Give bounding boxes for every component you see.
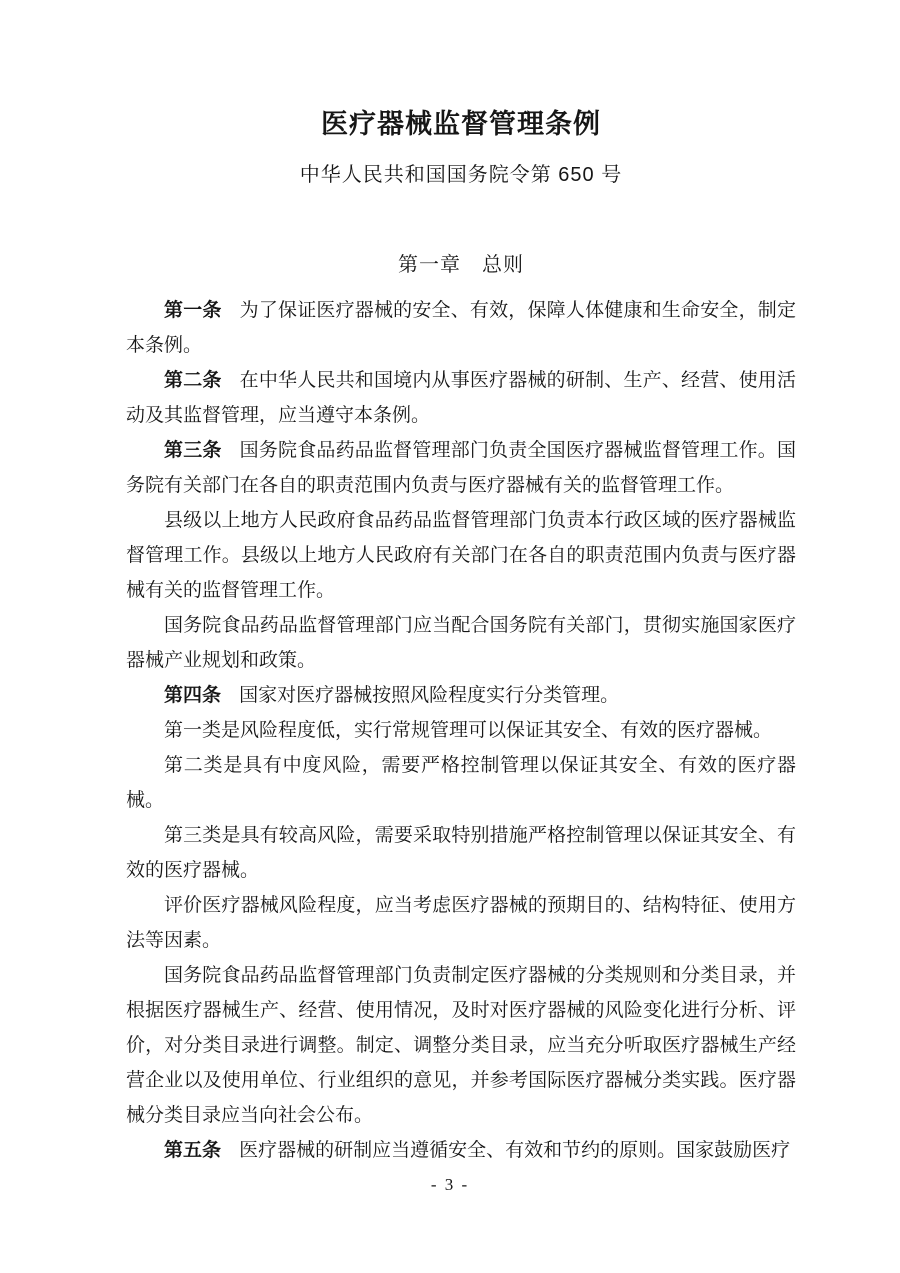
- paragraph-text: 医疗器械的研制应当遵循安全、有效和节约的原则。国家鼓励医疗: [239, 1140, 791, 1161]
- paragraph-text: 评价医疗器械风险程度，应当考虑医疗器械的预期目的、结构特征、使用方法等因素。: [126, 895, 796, 951]
- article-number: 第一条: [164, 300, 222, 321]
- document-body: [126, 293, 796, 1168]
- body-paragraph: [126, 888, 796, 958]
- body-paragraph: [126, 818, 796, 888]
- body-paragraph: [126, 503, 796, 608]
- paragraph-text: 为了保证医疗器械的安全、有效，保障人体健康和生命安全，制定本条例。: [126, 300, 796, 356]
- article-number: 第五条: [164, 1140, 222, 1161]
- paragraph-text: 国务院食品药品监督管理部门负责制定医疗器械的分类规则和分类目录，并根据医疗器械生产、经营、使用情况，及时对医疗器械的风险变化进行分析、评价，对分类目录进行调整。制定、调整分类目录，应当充分听取医疗器械生产经营企业以及使用单位、行业组织的意见，并参考国际医疗器械分类实践。医疗器械分类目录应当向社会公布。: [126, 965, 796, 1126]
- paragraph-text: 国务院食品药品监督管理部门负责全国医疗器械监督管理工作。国务院有关部门在各自的职责范围内负责与医疗器械有关的监督管理工作。: [126, 440, 796, 496]
- article-number: 第四条: [164, 685, 222, 706]
- body-paragraph: [126, 608, 796, 678]
- body-paragraph: [126, 363, 796, 433]
- decree-number-line: 中华人民共和国国务院令第 650 号: [299, 164, 623, 186]
- paragraph-text: 第三类是具有较高风险，需要采取特别措施严格控制管理以保证其安全、有效的医疗器械。: [126, 825, 796, 881]
- paragraph-text: 第一类是风险程度低，实行常规管理可以保证其安全、有效的医疗器械。: [164, 720, 773, 741]
- paragraph-text: 国家对医疗器械按照风险程度实行分类管理。: [239, 685, 620, 706]
- body-paragraph: [126, 678, 796, 713]
- paragraph-text: 第二类是具有中度风险，需要严格控制管理以保证其安全、有效的医疗器械。: [126, 755, 796, 811]
- article-number: 第二条: [164, 370, 222, 391]
- page-number: - 3 -: [430, 1175, 470, 1194]
- body-paragraph: [126, 748, 796, 818]
- body-paragraph: [126, 713, 796, 748]
- document-title: 医疗器械监督管理条例: [321, 109, 601, 139]
- paragraph-text: 县级以上地方人民政府食品药品监督管理部门负责本行政区域的医疗器械监督管理工作。县级以上地方人民政府有关部门在各自的职责范围内负责与医疗器械有关的监督管理工作。: [126, 510, 796, 601]
- article-number: 第三条: [164, 440, 222, 461]
- paragraph-text: 国务院食品药品监督管理部门应当配合国务院有关部门，贯彻实施国家医疗器械产业规划和政策。: [126, 615, 796, 671]
- body-paragraph: [126, 1133, 796, 1168]
- body-paragraph: [126, 293, 796, 363]
- chapter-heading: 第一章 总则: [398, 254, 524, 276]
- body-paragraph: [126, 958, 796, 1133]
- paragraph-text: 在中华人民共和国境内从事医疗器械的研制、生产、经营、使用活动及其监督管理，应当遵守本条例。: [126, 370, 796, 426]
- body-paragraph: [126, 433, 796, 503]
